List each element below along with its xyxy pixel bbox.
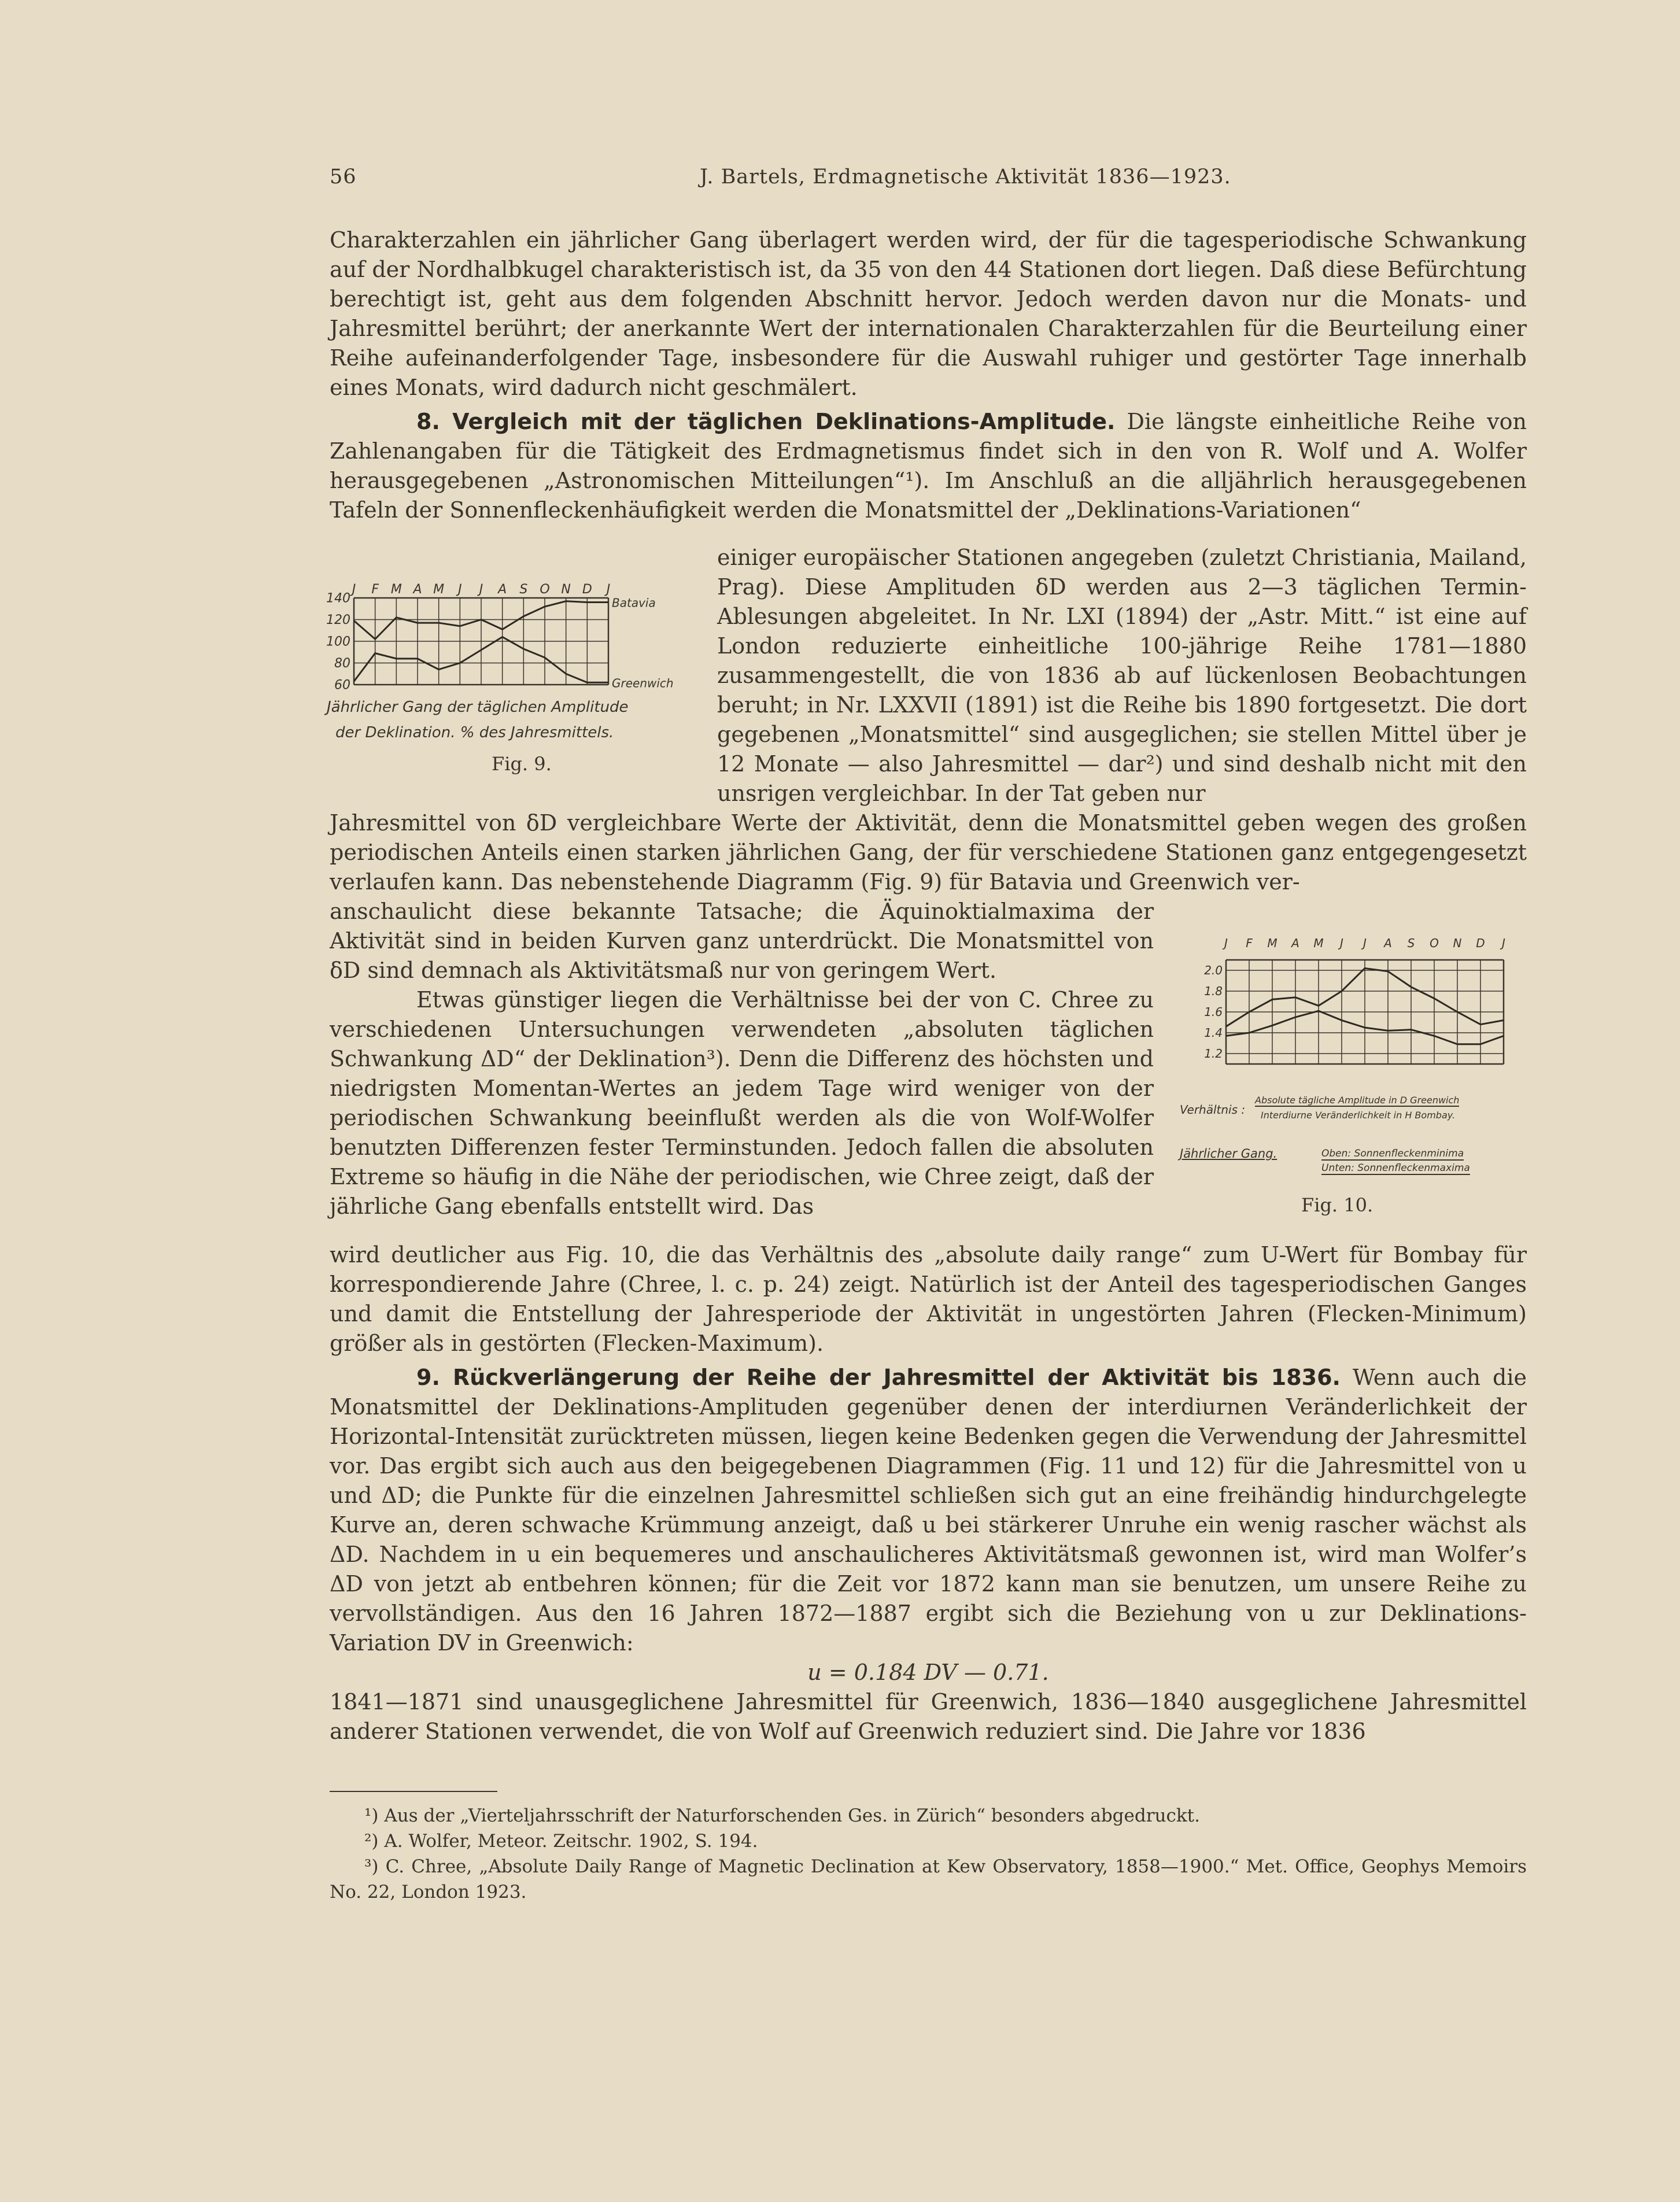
paragraph: einiger europäischer Stationen angegeben (zuletzt Christiania, Mailand, Prag). Diese Amplituden δD werden aus 2—3 täglichen Termin-Ablesungen abgeleitet. In Nr. LXI (1894) der „Astr. Mitt.“ ist eine auf London reduzierte einheitliche 100-jährige Reihe 1781—1880 zusammengestellt, die von 1836 ab auf lückenlosen Beobachtungen beruht; in Nr. LXXVII (1891) ist die Reihe bis 1890 fortgesetzt. Die dort gegebenen „Monatsmittel“ sind ausgeglichen; sie stellen Mittel über je 12 Monate — also Jahresmittel — dar²) und sind deshalb nicht mit den unsrigen vergleichbar. In der Tat geben nur (717, 545, 1527, 806)
y-tick-label: 1.4 (1204, 1026, 1223, 1040)
y-tick-label: 140 (326, 591, 350, 606)
paragraph-text: Die längste einheitliche Reihe von Zahlenangaben für die Tätigkeit des Erdmagnetismus findet sich in den von R. Wolf und A. Wolfer herausgegebenen „Astronomischen Mitteilungen“¹). Im Anschluß an die alljährlich herausgegebenen Tafeln der Sonnenfleckenhäufigkeit werden die Monatsmittel der „Deklinations-Variationen“ (330, 409, 1527, 523)
month-label: A (1291, 936, 1299, 950)
body-top (330, 226, 1527, 525)
y-tick-label: 60 (334, 678, 350, 693)
legend-bottom: Unten: Sonnenfleckenmaxima (1321, 1162, 1470, 1174)
y-tick-label: 1.2 (1204, 1047, 1223, 1061)
paragraph: anschaulicht diese bekannte Tatsache; die Äquinoktialmaxima der Aktivität sind in beiden Kurven ganz unterdrückt. Die Monatsmittel von δD sind demnach als Aktivitätsmaß nur von geringem Wert. (330, 899, 1154, 983)
paragraph: 1841—1871 sind unausgeglichene Jahresmittel für Greenwich, 1836—1840 ausgeglichene Jahresmittel anderer Stationen verwendet, die von Wolf auf Greenwich reduziert sind. Die Jahre vor 1836 (330, 1689, 1527, 1744)
month-label: J (352, 582, 356, 597)
figure-10-chart (1168, 928, 1538, 1078)
footnote-rule (330, 1791, 497, 1792)
month-label: J (606, 582, 611, 597)
series-label: Greenwich (612, 676, 674, 690)
equation: u = 0.184 DV — 0.71. (807, 1660, 1049, 1685)
month-label: D (1476, 936, 1485, 950)
ratio-numerator: Absolute tägliche Amplitude in D Greenwich (1255, 1095, 1460, 1106)
month-label: S (1407, 936, 1415, 950)
ratio-label: Verhältnis : (1180, 1103, 1246, 1117)
page-number: 56 (330, 165, 357, 189)
y-tick-label: 1.6 (1204, 1005, 1223, 1019)
paragraph-text: Wenn auch die Monatsmittel der Deklinations-Amplituden gegenüber denen der interdiurnen Veränderlichkeit der Horizontal-Intensität zurücktreten müssen, liegen keine Bedenken gegen die Verwendung der Jahresmittel vor. Das ergibt sich auch aus den beigegebenen Diagrammen (Fig. 11 und 12) für die Jahresmittel von u und ΔD; die Punkte für die einzelnen Jahresmittel schließen sich gut an eine freihändig hindurchgelegte Kurve an, deren schwache Krümmung anzeigt, daß u bei stärkerer Unruhe ein wenig rascher wächst als ΔD. Nachdem in u ein bequemeres und anschaulicheres Aktivitätsmaß gewonnen ist, wird man Wolfer’s ΔD von jetzt ab entbehren können; für die Zeit vor 1872 kann man sie benutzen, um unsere Reihe zu vervollständigen. Aus den 16 Jahren 1872—1887 ergibt sich die Beziehung von u zur Deklinations-Variation DV in Greenwich: (330, 1365, 1527, 1656)
figure-9 (324, 572, 700, 781)
month-label: A (498, 582, 507, 597)
month-label: F (1246, 936, 1253, 950)
figure-10-label: Fig. 10. (1301, 1194, 1373, 1216)
month-label: J (1363, 936, 1367, 950)
month-label: J (479, 582, 483, 597)
month-label: S (519, 582, 528, 597)
footnote: ³) C. Chree, „Absolute Daily Range of Magnetic Declination at Kew Observatory, 1858—1900.“ Met. Office, Geophys Memoirs No. 22, London 1923. (330, 1856, 1527, 1902)
paragraph: Jahresmittel von δD vergleichbare Werte der Aktivität, denn die Monatsmittel geben wegen des großen periodischen Anteils einen starken jährlichen Gang, der für verschiedene Stationen ganz entgegengesetzt verlaufen kann. Das nebenstehende Diagramm (Fig. 9) für Batavia und Greenwich ver- (330, 810, 1527, 895)
y-tick-label: 100 (326, 634, 350, 649)
month-label: O (1430, 936, 1439, 950)
y-tick-label: 1.8 (1204, 984, 1223, 998)
section-heading: 8. Vergleich mit der täglichen Deklinations-Amplitude. (416, 409, 1116, 434)
section-9 (330, 1363, 1527, 1658)
y-tick-label: 120 (326, 613, 350, 628)
month-label: F (371, 582, 379, 597)
month-label: J (1224, 936, 1228, 950)
month-label: D (582, 582, 592, 597)
legend-label: Jährlicher Gang. (1180, 1147, 1277, 1161)
ratio-denominator: Interdiurne Veränderlichkeit in H Bombay. (1261, 1110, 1456, 1121)
series-label: Batavia (612, 596, 656, 610)
footnotes (330, 1803, 1527, 1905)
y-tick-label: 2.0 (1204, 963, 1223, 977)
month-label: A (413, 582, 422, 597)
figure-10 (1168, 928, 1538, 1229)
paragraph: Charakterzahlen ein jährlicher Gang überlagert werden wird, der für die tagesperiodische Schwankung auf der Nordhalbkugel charakteristisch ist, da 35 von den 44 Stationen dort liegen. Daß diese Befürchtung berechtigt ist, geht aus dem folgenden Abschnitt hervor. Jedoch werden davon nur die Monats- und Jahresmittel berührt; der anerkannte Wert der internationalen Charakterzahlen für die Beurteilung einer Reihe aufeinanderfolgender Tage, insbesondere für die Auswahl ruhiger und gestörter Tage innerhalb eines Monats, wird dadurch nicht geschmälert. (330, 227, 1527, 400)
month-label: J (458, 582, 462, 597)
month-label: M (1267, 936, 1277, 950)
section-heading: 9. Rückverlängerung der Reihe der Jahresmittel der Aktivität bis 1836. (416, 1365, 1341, 1390)
legend-top: Oben: Sonnenfleckenminima (1321, 1148, 1464, 1159)
footnote: ¹) Aus der „Vierteljahrsschrift der Naturforschenden Ges. in Zürich“ besonders abgedruckt. (364, 1805, 1200, 1826)
month-label: O (540, 582, 550, 597)
month-label: N (1453, 936, 1462, 950)
section-8-intro (330, 407, 1527, 525)
figure-9-label: Fig. 9. (492, 753, 552, 775)
body-after-fig10 (330, 1240, 1527, 1746)
figure-9-chart (324, 572, 700, 717)
footnote: ²) A. Wolfer, Meteor. Zeitschr. 1902, S. 194. (364, 1831, 758, 1852)
month-label: N (561, 582, 571, 597)
paragraph: wird deutlicher aus Fig. 10, die das Verhältnis des „absolute daily range“ zum U-Wert für Bombay für korrespondierende Jahre (Chree, l. c. p. 24) zeigt. Natürlich ist der Anteil des tagesperiodischen Ganges und damit die Entstellung der Jahresperiode der Aktivität in ungestörten Jahren (Flecken-Minimum) größer als in gestörten (Flecken-Maximum). (330, 1242, 1527, 1356)
figure-9-caption-2: der Deklination. % des Jahresmittels. (335, 724, 614, 741)
body-left-fig10 (330, 897, 1154, 1221)
month-label: M (433, 582, 445, 597)
month-label: M (1313, 936, 1324, 950)
month-label: M (390, 582, 402, 597)
running-title: J. Bartels, Erdmagnetische Aktivität 1836—1923. (700, 165, 1231, 189)
figure-9-caption-1: Jährlicher Gang der täglichen Amplitude (327, 699, 629, 716)
month-label: A (1384, 936, 1392, 950)
body-full (330, 808, 1527, 897)
month-label: J (1340, 936, 1343, 950)
body-wrap-fig9 (717, 543, 1527, 808)
month-label: J (1502, 936, 1505, 950)
paragraph: Etwas günstiger liegen die Verhältnisse bei der von C. Chree zu verschiedenen Untersuchungen verwendeten „absoluten täglichen Schwankung ΔD“ der Deklination³). Denn die Differenz des höchsten und niedrigsten Momentan-Wertes an jedem Tage wird weniger von der periodischen Schwankung beeinflußt werden als die von Wolf-Wolfer benutzten Differenzen fester Terminstunden. Jedoch fallen die absoluten Extreme so häufig in die Nähe der periodischen, wie Chree zeigt, daß der jährliche Gang ebenfalls entstellt wird. Das (330, 987, 1154, 1219)
y-tick-label: 80 (334, 656, 350, 671)
